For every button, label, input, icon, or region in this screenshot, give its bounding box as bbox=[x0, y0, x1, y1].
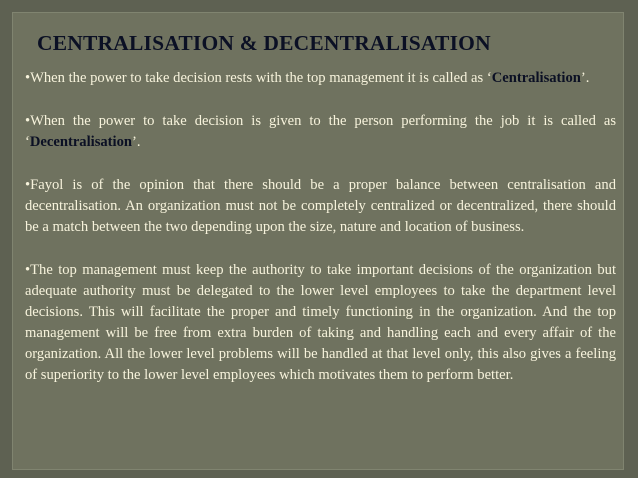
bullet-centralisation bbox=[25, 68, 616, 89]
bullet-text-end: ’. bbox=[580, 70, 590, 86]
term-centralisation: Centralisation bbox=[491, 70, 581, 86]
slide-title: CENTRALISATION & DECENTRALISATION bbox=[37, 31, 491, 55]
slide-frame bbox=[12, 12, 624, 470]
bullet-fayol-balance: •Fayol is of the opinion that there should be a proper balance between centralisation and decentralisation. An organization must not be completely centralized or decentralized, there should be a match between the two depending upon the size, nature and location of business. bbox=[25, 177, 616, 235]
bullet-decentralisation bbox=[25, 111, 616, 153]
bullet-text: •When the power to take decision rests with the top management it is called as ‘ bbox=[25, 70, 492, 86]
term-decentralisation: Decentralisation bbox=[29, 134, 133, 150]
bullet-top-management: •The top management must keep the authority to take important decisions of the organization but adequate authority must be delegated to the lower level employees to take the department level decisions. This will facilitate the proper and timely functioning in the organization. And the top management will be free from extra burden of taking and handling each and every affair of the organization. All the lower level problems will be handled at that level only, this also gives a feeling of superiority to the lower level employees which motivates them to perform better. bbox=[25, 262, 616, 383]
slide-body bbox=[25, 68, 616, 386]
bullet-text-end: ’. bbox=[132, 134, 141, 150]
bullet-text: •When the power to take decision is given to the person performing the job it is called as ‘ bbox=[25, 113, 616, 150]
